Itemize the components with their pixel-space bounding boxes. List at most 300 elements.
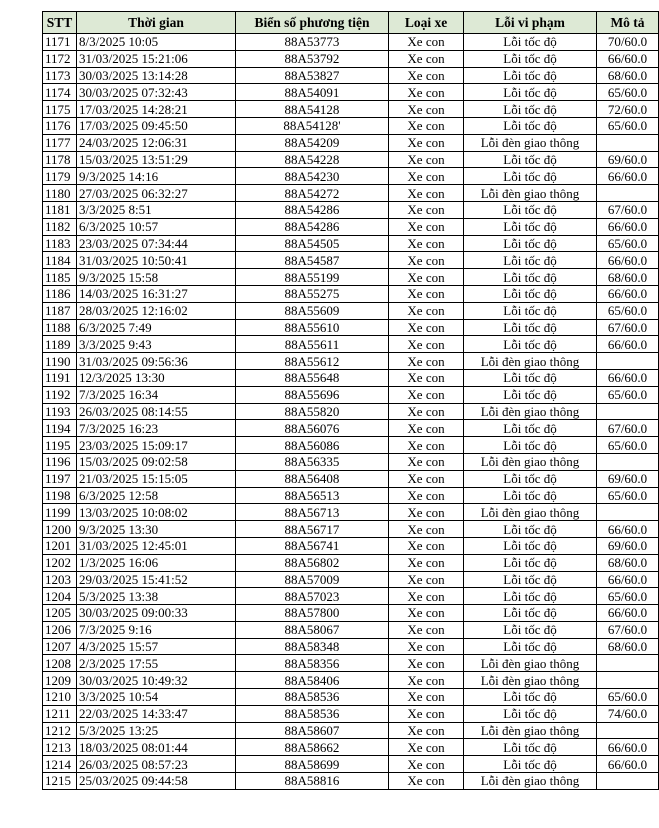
cell-plate: 88A54272 bbox=[236, 185, 389, 202]
table-row bbox=[43, 638, 659, 655]
table-row bbox=[43, 403, 659, 420]
cell-stt: 1208 bbox=[43, 655, 77, 672]
cell-plate: 88A53827 bbox=[236, 67, 389, 84]
table-row bbox=[43, 571, 659, 588]
cell-time: 30/03/2025 10:49:32 bbox=[77, 672, 236, 689]
cell-time: 7/3/2025 9:16 bbox=[77, 621, 236, 638]
table-header bbox=[43, 12, 659, 34]
cell-vehicle-type: Xe con bbox=[389, 252, 464, 269]
cell-time: 5/3/2025 13:38 bbox=[77, 588, 236, 605]
table-row bbox=[43, 504, 659, 521]
cell-description bbox=[597, 353, 659, 370]
cell-violation: Lỗi tốc độ bbox=[464, 319, 597, 336]
cell-description: 66/60.0 bbox=[597, 285, 659, 302]
cell-vehicle-type: Xe con bbox=[389, 705, 464, 722]
cell-vehicle-type: Xe con bbox=[389, 689, 464, 706]
cell-description: 72/60.0 bbox=[597, 101, 659, 118]
cell-plate: 88A56713 bbox=[236, 504, 389, 521]
table-row bbox=[43, 218, 659, 235]
table-row bbox=[43, 453, 659, 470]
cell-description: 67/60.0 bbox=[597, 201, 659, 218]
cell-description: 69/60.0 bbox=[597, 470, 659, 487]
cell-vehicle-type: Xe con bbox=[389, 588, 464, 605]
cell-stt: 1183 bbox=[43, 235, 77, 252]
cell-vehicle-type: Xe con bbox=[389, 655, 464, 672]
cell-time: 4/3/2025 15:57 bbox=[77, 638, 236, 655]
table-row bbox=[43, 705, 659, 722]
cell-vehicle-type: Xe con bbox=[389, 50, 464, 67]
table-row bbox=[43, 773, 659, 790]
cell-vehicle-type: Xe con bbox=[389, 739, 464, 756]
cell-violation: Lỗi tốc độ bbox=[464, 235, 597, 252]
cell-vehicle-type: Xe con bbox=[389, 638, 464, 655]
cell-description: 67/60.0 bbox=[597, 319, 659, 336]
cell-violation: Lỗi tốc độ bbox=[464, 67, 597, 84]
table-row bbox=[43, 739, 659, 756]
cell-stt: 1187 bbox=[43, 302, 77, 319]
cell-time: 14/03/2025 16:31:27 bbox=[77, 285, 236, 302]
cell-time: 31/03/2025 12:45:01 bbox=[77, 537, 236, 554]
cell-violation: Lỗi tốc độ bbox=[464, 101, 597, 118]
cell-description: 66/60.0 bbox=[597, 336, 659, 353]
table-row bbox=[43, 521, 659, 538]
cell-description bbox=[597, 672, 659, 689]
cell-plate: 88A56408 bbox=[236, 470, 389, 487]
cell-description: 68/60.0 bbox=[597, 638, 659, 655]
table-row bbox=[43, 235, 659, 252]
cell-stt: 1179 bbox=[43, 168, 77, 185]
table-row bbox=[43, 252, 659, 269]
table-row bbox=[43, 554, 659, 571]
cell-time: 9/3/2025 13:30 bbox=[77, 521, 236, 538]
cell-vehicle-type: Xe con bbox=[389, 235, 464, 252]
cell-violation: Lỗi tốc độ bbox=[464, 689, 597, 706]
table-row bbox=[43, 487, 659, 504]
header-row bbox=[43, 12, 659, 34]
cell-violation: Lỗi tốc độ bbox=[464, 151, 597, 168]
cell-vehicle-type: Xe con bbox=[389, 353, 464, 370]
cell-time: 29/03/2025 15:41:52 bbox=[77, 571, 236, 588]
table-row bbox=[43, 50, 659, 67]
cell-description bbox=[597, 504, 659, 521]
cell-time: 24/03/2025 12:06:31 bbox=[77, 134, 236, 151]
cell-time: 2/3/2025 17:55 bbox=[77, 655, 236, 672]
cell-description: 67/60.0 bbox=[597, 420, 659, 437]
cell-time: 7/3/2025 16:34 bbox=[77, 386, 236, 403]
cell-violation: Lỗi tốc độ bbox=[464, 117, 597, 134]
cell-time: 3/3/2025 8:51 bbox=[77, 201, 236, 218]
cell-plate: 88A54286 bbox=[236, 218, 389, 235]
table-row bbox=[43, 101, 659, 118]
cell-time: 31/03/2025 10:50:41 bbox=[77, 252, 236, 269]
cell-violation: Lỗi tốc độ bbox=[464, 437, 597, 454]
cell-stt: 1172 bbox=[43, 50, 77, 67]
cell-vehicle-type: Xe con bbox=[389, 201, 464, 218]
cell-vehicle-type: Xe con bbox=[389, 470, 464, 487]
cell-violation: Lỗi tốc độ bbox=[464, 218, 597, 235]
table-row bbox=[43, 537, 659, 554]
cell-violation: Lỗi tốc độ bbox=[464, 521, 597, 538]
header-description: Mô tả bbox=[597, 12, 659, 34]
cell-description bbox=[597, 773, 659, 790]
cell-vehicle-type: Xe con bbox=[389, 554, 464, 571]
cell-stt: 1197 bbox=[43, 470, 77, 487]
cell-violation: Lỗi tốc độ bbox=[464, 420, 597, 437]
cell-violation: Lỗi tốc độ bbox=[464, 386, 597, 403]
cell-violation: Lỗi tốc độ bbox=[464, 269, 597, 286]
cell-violation: Lỗi tốc độ bbox=[464, 470, 597, 487]
cell-time: 25/03/2025 09:44:58 bbox=[77, 773, 236, 790]
cell-plate: 88A54587 bbox=[236, 252, 389, 269]
cell-description: 65/60.0 bbox=[597, 302, 659, 319]
table-row bbox=[43, 151, 659, 168]
cell-time: 3/3/2025 9:43 bbox=[77, 336, 236, 353]
cell-vehicle-type: Xe con bbox=[389, 722, 464, 739]
table-row bbox=[43, 84, 659, 101]
cell-vehicle-type: Xe con bbox=[389, 185, 464, 202]
cell-time: 6/3/2025 12:58 bbox=[77, 487, 236, 504]
cell-plate: 88A55611 bbox=[236, 336, 389, 353]
cell-stt: 1194 bbox=[43, 420, 77, 437]
cell-description: 66/60.0 bbox=[597, 571, 659, 588]
table-row bbox=[43, 420, 659, 437]
cell-description: 66/60.0 bbox=[597, 50, 659, 67]
header-violation: Lỗi vi phạm bbox=[464, 12, 597, 34]
cell-vehicle-type: Xe con bbox=[389, 453, 464, 470]
cell-stt: 1209 bbox=[43, 672, 77, 689]
cell-stt: 1200 bbox=[43, 521, 77, 538]
cell-time: 15/03/2025 09:02:58 bbox=[77, 453, 236, 470]
cell-plate: 88A55648 bbox=[236, 369, 389, 386]
cell-time: 22/03/2025 14:33:47 bbox=[77, 705, 236, 722]
cell-time: 23/03/2025 15:09:17 bbox=[77, 437, 236, 454]
table-row bbox=[43, 386, 659, 403]
cell-stt: 1212 bbox=[43, 722, 77, 739]
table-row bbox=[43, 672, 659, 689]
cell-description: 68/60.0 bbox=[597, 554, 659, 571]
cell-time: 31/03/2025 09:56:36 bbox=[77, 353, 236, 370]
cell-violation: Lỗi đèn giao thông bbox=[464, 134, 597, 151]
cell-description: 65/60.0 bbox=[597, 235, 659, 252]
cell-vehicle-type: Xe con bbox=[389, 420, 464, 437]
cell-time: 1/3/2025 16:06 bbox=[77, 554, 236, 571]
cell-plate: 88A57023 bbox=[236, 588, 389, 605]
cell-violation: Lỗi tốc độ bbox=[464, 638, 597, 655]
cell-stt: 1182 bbox=[43, 218, 77, 235]
cell-stt: 1174 bbox=[43, 84, 77, 101]
cell-stt: 1211 bbox=[43, 705, 77, 722]
cell-time: 23/03/2025 07:34:44 bbox=[77, 235, 236, 252]
cell-plate: 88A54128' bbox=[236, 117, 389, 134]
cell-stt: 1202 bbox=[43, 554, 77, 571]
cell-vehicle-type: Xe con bbox=[389, 285, 464, 302]
cell-plate: 88A58067 bbox=[236, 621, 389, 638]
cell-violation: Lỗi tốc độ bbox=[464, 705, 597, 722]
cell-plate: 88A58536 bbox=[236, 689, 389, 706]
cell-description: 69/60.0 bbox=[597, 537, 659, 554]
cell-stt: 1192 bbox=[43, 386, 77, 403]
cell-plate: 88A56086 bbox=[236, 437, 389, 454]
cell-vehicle-type: Xe con bbox=[389, 386, 464, 403]
cell-description bbox=[597, 134, 659, 151]
cell-description bbox=[597, 722, 659, 739]
cell-time: 9/3/2025 14:16 bbox=[77, 168, 236, 185]
cell-plate: 88A53792 bbox=[236, 50, 389, 67]
cell-time: 17/03/2025 09:45:50 bbox=[77, 117, 236, 134]
cell-stt: 1188 bbox=[43, 319, 77, 336]
cell-stt: 1198 bbox=[43, 487, 77, 504]
cell-violation: Lỗi đèn giao thông bbox=[464, 504, 597, 521]
cell-stt: 1214 bbox=[43, 756, 77, 773]
cell-description: 69/60.0 bbox=[597, 151, 659, 168]
cell-description: 66/60.0 bbox=[597, 168, 659, 185]
cell-violation: Lỗi tốc độ bbox=[464, 285, 597, 302]
cell-vehicle-type: Xe con bbox=[389, 621, 464, 638]
cell-vehicle-type: Xe con bbox=[389, 134, 464, 151]
cell-time: 26/03/2025 08:14:55 bbox=[77, 403, 236, 420]
cell-stt: 1184 bbox=[43, 252, 77, 269]
cell-time: 27/03/2025 06:32:27 bbox=[77, 185, 236, 202]
cell-plate: 88A58406 bbox=[236, 672, 389, 689]
cell-time: 26/03/2025 08:57:23 bbox=[77, 756, 236, 773]
cell-plate: 88A55696 bbox=[236, 386, 389, 403]
cell-stt: 1213 bbox=[43, 739, 77, 756]
cell-stt: 1180 bbox=[43, 185, 77, 202]
cell-vehicle-type: Xe con bbox=[389, 302, 464, 319]
cell-description: 74/60.0 bbox=[597, 705, 659, 722]
cell-description: 70/60.0 bbox=[597, 34, 659, 51]
cell-plate: 88A58356 bbox=[236, 655, 389, 672]
cell-stt: 1196 bbox=[43, 453, 77, 470]
table-row bbox=[43, 269, 659, 286]
table-row bbox=[43, 689, 659, 706]
cell-description: 66/60.0 bbox=[597, 252, 659, 269]
cell-time: 21/03/2025 15:15:05 bbox=[77, 470, 236, 487]
table-row bbox=[43, 134, 659, 151]
cell-plate: 88A56741 bbox=[236, 537, 389, 554]
cell-vehicle-type: Xe con bbox=[389, 336, 464, 353]
cell-plate: 88A54228 bbox=[236, 151, 389, 168]
table-row bbox=[43, 336, 659, 353]
table-row bbox=[43, 168, 659, 185]
cell-time: 28/03/2025 12:16:02 bbox=[77, 302, 236, 319]
cell-violation: Lỗi tốc độ bbox=[464, 554, 597, 571]
cell-plate: 88A54286 bbox=[236, 201, 389, 218]
cell-violation: Lỗi tốc độ bbox=[464, 168, 597, 185]
cell-plate: 88A56335 bbox=[236, 453, 389, 470]
table-row bbox=[43, 588, 659, 605]
cell-vehicle-type: Xe con bbox=[389, 605, 464, 622]
cell-description: 68/60.0 bbox=[597, 67, 659, 84]
cell-plate: 88A58699 bbox=[236, 756, 389, 773]
cell-plate: 88A55275 bbox=[236, 285, 389, 302]
table-row bbox=[43, 353, 659, 370]
cell-description: 66/60.0 bbox=[597, 739, 659, 756]
cell-plate: 88A56513 bbox=[236, 487, 389, 504]
cell-stt: 1199 bbox=[43, 504, 77, 521]
cell-description bbox=[597, 655, 659, 672]
cell-description bbox=[597, 453, 659, 470]
cell-stt: 1189 bbox=[43, 336, 77, 353]
cell-vehicle-type: Xe con bbox=[389, 67, 464, 84]
cell-plate: 88A55199 bbox=[236, 269, 389, 286]
cell-stt: 1201 bbox=[43, 537, 77, 554]
cell-vehicle-type: Xe con bbox=[389, 537, 464, 554]
cell-stt: 1176 bbox=[43, 117, 77, 134]
cell-vehicle-type: Xe con bbox=[389, 504, 464, 521]
cell-time: 7/3/2025 16:23 bbox=[77, 420, 236, 437]
table-row bbox=[43, 655, 659, 672]
cell-stt: 1204 bbox=[43, 588, 77, 605]
cell-stt: 1173 bbox=[43, 67, 77, 84]
header-vehicle-type: Loại xe bbox=[389, 12, 464, 34]
table-row bbox=[43, 34, 659, 51]
cell-violation: Lỗi tốc độ bbox=[464, 756, 597, 773]
violations-table bbox=[42, 11, 659, 790]
table-row bbox=[43, 369, 659, 386]
cell-violation: Lỗi đèn giao thông bbox=[464, 353, 597, 370]
cell-vehicle-type: Xe con bbox=[389, 319, 464, 336]
table-row bbox=[43, 67, 659, 84]
cell-stt: 1195 bbox=[43, 437, 77, 454]
cell-time: 12/3/2025 13:30 bbox=[77, 369, 236, 386]
cell-description: 65/60.0 bbox=[597, 487, 659, 504]
cell-description: 66/60.0 bbox=[597, 521, 659, 538]
cell-stt: 1210 bbox=[43, 689, 77, 706]
cell-vehicle-type: Xe con bbox=[389, 218, 464, 235]
cell-description: 66/60.0 bbox=[597, 756, 659, 773]
cell-description bbox=[597, 403, 659, 420]
cell-stt: 1191 bbox=[43, 369, 77, 386]
cell-description: 65/60.0 bbox=[597, 588, 659, 605]
cell-vehicle-type: Xe con bbox=[389, 117, 464, 134]
cell-time: 15/03/2025 13:51:29 bbox=[77, 151, 236, 168]
cell-time: 9/3/2025 15:58 bbox=[77, 269, 236, 286]
cell-stt: 1206 bbox=[43, 621, 77, 638]
cell-stt: 1207 bbox=[43, 638, 77, 655]
cell-violation: Lỗi tốc độ bbox=[464, 487, 597, 504]
cell-plate: 88A57009 bbox=[236, 571, 389, 588]
table-row bbox=[43, 470, 659, 487]
header-plate: Biển số phương tiện bbox=[236, 12, 389, 34]
cell-plate: 88A55609 bbox=[236, 302, 389, 319]
cell-plate: 88A54505 bbox=[236, 235, 389, 252]
cell-description: 65/60.0 bbox=[597, 437, 659, 454]
cell-vehicle-type: Xe con bbox=[389, 487, 464, 504]
cell-time: 30/03/2025 09:00:33 bbox=[77, 605, 236, 622]
cell-violation: Lỗi tốc độ bbox=[464, 34, 597, 51]
cell-violation: Lỗi đèn giao thông bbox=[464, 655, 597, 672]
cell-stt: 1171 bbox=[43, 34, 77, 51]
cell-violation: Lỗi đèn giao thông bbox=[464, 773, 597, 790]
table-body bbox=[43, 34, 659, 790]
cell-time: 5/3/2025 13:25 bbox=[77, 722, 236, 739]
cell-stt: 1175 bbox=[43, 101, 77, 118]
cell-time: 6/3/2025 10:57 bbox=[77, 218, 236, 235]
cell-vehicle-type: Xe con bbox=[389, 672, 464, 689]
cell-plate: 88A55612 bbox=[236, 353, 389, 370]
cell-plate: 88A58348 bbox=[236, 638, 389, 655]
cell-violation: Lỗi tốc độ bbox=[464, 252, 597, 269]
cell-vehicle-type: Xe con bbox=[389, 756, 464, 773]
cell-violation: Lỗi tốc độ bbox=[464, 571, 597, 588]
cell-time: 6/3/2025 7:49 bbox=[77, 319, 236, 336]
cell-time: 3/3/2025 10:54 bbox=[77, 689, 236, 706]
cell-violation: Lỗi tốc độ bbox=[464, 621, 597, 638]
cell-vehicle-type: Xe con bbox=[389, 773, 464, 790]
cell-description: 67/60.0 bbox=[597, 621, 659, 638]
table-row bbox=[43, 185, 659, 202]
cell-violation: Lỗi đèn giao thông bbox=[464, 722, 597, 739]
table-row bbox=[43, 302, 659, 319]
table-row bbox=[43, 722, 659, 739]
cell-stt: 1205 bbox=[43, 605, 77, 622]
cell-description: 65/60.0 bbox=[597, 689, 659, 706]
cell-stt: 1185 bbox=[43, 269, 77, 286]
cell-stt: 1186 bbox=[43, 285, 77, 302]
header-stt: STT bbox=[43, 12, 77, 34]
cell-violation: Lỗi tốc độ bbox=[464, 50, 597, 67]
table-row bbox=[43, 117, 659, 134]
cell-plate: 88A56802 bbox=[236, 554, 389, 571]
cell-plate: 88A58536 bbox=[236, 705, 389, 722]
cell-vehicle-type: Xe con bbox=[389, 403, 464, 420]
cell-vehicle-type: Xe con bbox=[389, 437, 464, 454]
cell-violation: Lỗi đèn giao thông bbox=[464, 453, 597, 470]
cell-violation: Lỗi tốc độ bbox=[464, 369, 597, 386]
cell-stt: 1181 bbox=[43, 201, 77, 218]
table-row bbox=[43, 756, 659, 773]
cell-plate: 88A54230 bbox=[236, 168, 389, 185]
cell-vehicle-type: Xe con bbox=[389, 151, 464, 168]
cell-violation: Lỗi tốc độ bbox=[464, 537, 597, 554]
cell-description: 66/60.0 bbox=[597, 218, 659, 235]
cell-description: 66/60.0 bbox=[597, 605, 659, 622]
cell-vehicle-type: Xe con bbox=[389, 369, 464, 386]
cell-violation: Lỗi tốc độ bbox=[464, 84, 597, 101]
cell-time: 30/03/2025 13:14:28 bbox=[77, 67, 236, 84]
cell-plate: 88A54091 bbox=[236, 84, 389, 101]
cell-plate: 88A58607 bbox=[236, 722, 389, 739]
cell-description: 65/60.0 bbox=[597, 84, 659, 101]
cell-vehicle-type: Xe con bbox=[389, 34, 464, 51]
cell-description: 65/60.0 bbox=[597, 117, 659, 134]
cell-violation: Lỗi tốc độ bbox=[464, 302, 597, 319]
cell-description: 68/60.0 bbox=[597, 269, 659, 286]
cell-time: 31/03/2025 15:21:06 bbox=[77, 50, 236, 67]
table-row bbox=[43, 605, 659, 622]
cell-stt: 1203 bbox=[43, 571, 77, 588]
cell-violation: Lỗi đèn giao thông bbox=[464, 403, 597, 420]
table-row bbox=[43, 437, 659, 454]
cell-description: 65/60.0 bbox=[597, 386, 659, 403]
table-row bbox=[43, 201, 659, 218]
cell-time: 17/03/2025 14:28:21 bbox=[77, 101, 236, 118]
cell-vehicle-type: Xe con bbox=[389, 269, 464, 286]
cell-plate: 88A57800 bbox=[236, 605, 389, 622]
cell-violation: Lỗi tốc độ bbox=[464, 588, 597, 605]
cell-stt: 1190 bbox=[43, 353, 77, 370]
table-row bbox=[43, 285, 659, 302]
cell-vehicle-type: Xe con bbox=[389, 84, 464, 101]
cell-description bbox=[597, 185, 659, 202]
cell-plate: 88A56717 bbox=[236, 521, 389, 538]
cell-time: 18/03/2025 08:01:44 bbox=[77, 739, 236, 756]
cell-violation: Lỗi đèn giao thông bbox=[464, 185, 597, 202]
cell-vehicle-type: Xe con bbox=[389, 521, 464, 538]
cell-stt: 1177 bbox=[43, 134, 77, 151]
cell-stt: 1193 bbox=[43, 403, 77, 420]
